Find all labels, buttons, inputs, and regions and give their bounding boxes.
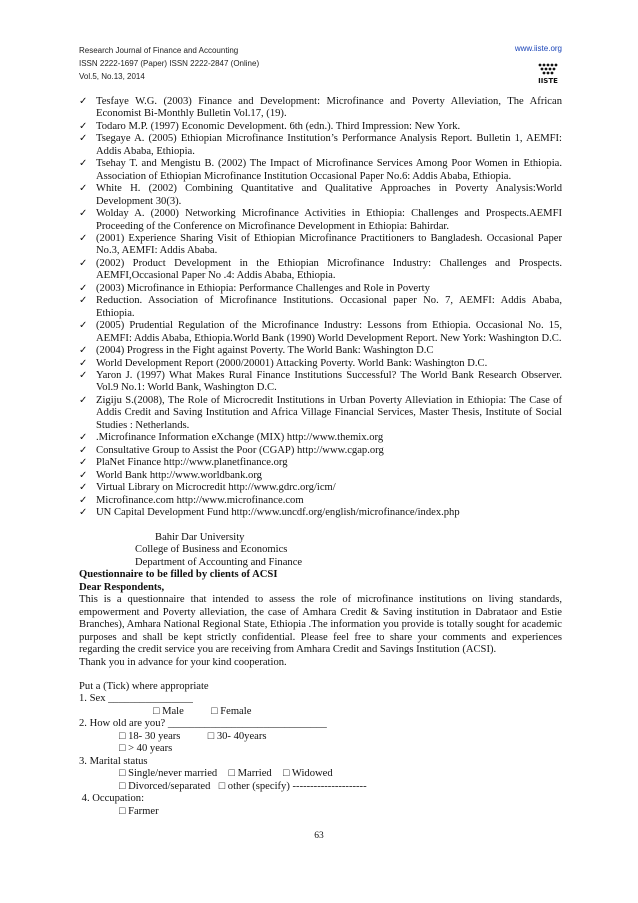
option-female: Female: [220, 705, 252, 717]
option-widowed: Widowed: [291, 768, 333, 780]
reference-text: (2004) Progress in the Fight against Poverty. The World Bank: Washington D.C: [96, 345, 434, 357]
instruction-line: Put a (Tick) where appropriate: [79, 680, 209, 692]
reference-text: Yaron J. (1997) What Makes Rural Finance Institutions Successful? The World Bank Research Observer. Vol.9 No.1: World Bank, Washington D.C.: [96, 369, 562, 394]
checkmark-icon: ✓: [79, 482, 88, 494]
checkmark-icon: ✓: [79, 506, 88, 518]
option-single: Single/never married: [128, 768, 218, 780]
checkbox-age-30-40[interactable]: □: [207, 730, 215, 742]
reference-text: PlaNet Finance http://www.planetfinance.org: [96, 457, 288, 469]
reference-item: [79, 133, 562, 158]
checkmark-icon: ✓: [79, 282, 88, 294]
reference-item: [79, 432, 562, 444]
reference-text: Tsegaye A. (2005) Ethiopian Microfinance Institution’s Performance Analysis Report. Bulletin 1, AEMFI: Addis Ababa, Ethiopia.: [96, 133, 562, 157]
logo-text: IISTE: [538, 77, 558, 84]
checkmark-icon: ✓: [79, 469, 88, 481]
reference-item: [79, 370, 562, 395]
checkbox-age-18-30[interactable]: □: [119, 730, 126, 742]
page-header: [79, 44, 562, 83]
reference-text: Virtual Library on Microcredit http://www.gdrc.org/icm/: [96, 482, 336, 494]
checkmark-icon: ✓: [79, 394, 88, 406]
reference-item: [79, 495, 562, 507]
reference-text: Zigiju S.(2008), The Role of Microcredit Institutions in Urban Poverty Alleviation in Ethiopia: The Case of Addis Credit and Saving Institution and Africa Village Financial Services, Master Thesis, Institute of Social Studies : Netherlands.: [96, 394, 562, 431]
q4-options: [79, 806, 562, 818]
checkmark-icon: ✓: [79, 295, 88, 307]
checkmark-icon: ✓: [79, 158, 88, 170]
option-age-30-40: 30- 40years: [216, 730, 267, 742]
reference-text: Wolday A. (2000) Networking Microfinance Activities in Ethiopia: Challenges and Prospects.AEMFI Proceeding of the Conference on Microfinance Development in Ethiopia: Bahirdar.: [96, 208, 562, 232]
reference-text: World Development Report (2000/20001) Attacking Poverty. World Bank: Washington D.C.: [96, 357, 488, 369]
intro-paragraph: This is a questionnaire that intended to assess the role of microfinance institutions on living standards, empowerment and Poverty alleviation, the case of Amhara Credit & Saving institution in Dabrataor and Estie Branches), Amhara National Regional State, Ethiopia .The information you provide is totally sought for academic purposes and shall be kept strictly confidential. Please feel free to share your comments and experiences regarding the credit service you are receiving from Amhara Credit and Savings Institution (ACSI).: [79, 594, 562, 656]
reference-item: [79, 208, 562, 233]
reference-text: UN Capital Development Fund http://www.uncdf.org/english/microfinance/index.php: [96, 506, 460, 518]
reference-item: [79, 121, 562, 133]
reference-item: [79, 470, 562, 482]
option-male: Male: [162, 705, 184, 717]
reference-item: [79, 183, 562, 208]
option-age-over-40: > 40 years: [128, 743, 173, 755]
checkmark-icon: ✓: [79, 96, 88, 107]
department-name: Department of Accounting and Finance: [135, 556, 303, 568]
checkmark-icon: ✓: [79, 432, 88, 444]
checkmark-icon: ✓: [79, 208, 88, 220]
thanks-line: Thank you in advance for your kind cooperation.: [79, 656, 287, 668]
reference-text: World Bank http://www.worldbank.org: [96, 469, 262, 481]
reference-text: Todaro M.P. (1997) Economic Development. 6th (edn.). Third Impression: New York.: [96, 120, 461, 132]
checkbox-farmer[interactable]: □: [119, 805, 126, 817]
checkmark-icon: ✓: [79, 444, 88, 456]
checkmark-icon: ✓: [79, 345, 88, 357]
journal-name: Research Journal of Finance and Accounting: [79, 46, 239, 55]
reference-item: [79, 283, 562, 295]
checkbox-single[interactable]: □: [119, 768, 126, 780]
reference-text: (2002) Product Development in the Ethiopian Microfinance Industry: Challenges and Prospects. AEMFI,Occasional Paper No .4: Addis Ababa, Ethiopia.: [96, 257, 562, 282]
q3-options-row2: [79, 781, 562, 793]
checkbox-male[interactable]: □: [153, 705, 160, 717]
reference-item: [79, 445, 562, 457]
reference-item: [79, 358, 562, 370]
journal-url-link[interactable]: www.iiste.org: [514, 44, 562, 53]
checkbox-divorced[interactable]: □: [119, 780, 126, 792]
iiste-logo: [536, 62, 560, 84]
reference-text: Consultative Group to Assist the Poor (CGAP) http://www.cgap.org: [96, 444, 384, 456]
checkmark-icon: ✓: [79, 457, 88, 469]
option-other: other (specify) ---------------------: [227, 780, 367, 792]
q4-label: 4. Occupation:: [79, 793, 145, 805]
college-name: College of Business and Economics: [135, 544, 288, 556]
reference-text: Microfinance.com http://www.microfinance.com: [96, 494, 304, 506]
questionnaire-title: Questionnaire to be filled by clients of ACSI: [79, 569, 278, 581]
checkmark-icon: ✓: [79, 320, 88, 332]
salutation: Dear Respondents,: [79, 581, 165, 593]
checkmark-icon: ✓: [79, 120, 88, 132]
checkmark-icon: ✓: [79, 369, 88, 381]
q2-options-row1: [79, 731, 562, 743]
reference-item: [79, 295, 562, 320]
option-farmer: Farmer: [128, 805, 159, 817]
checkbox-widowed[interactable]: □: [283, 768, 290, 780]
reference-text: (2001) Experience Sharing Visit of Ethiopian Microfinance Practitioners to Bangladesh. Occasional Paper No.3, AEMFI: Addis Ababa.: [96, 232, 562, 257]
reference-item: [79, 258, 562, 283]
checkmark-icon: ✓: [79, 357, 88, 369]
reference-text: White H. (2002) Combining Quantitative and Qualitative Approaches in Poverty Analysis:World Development 30(3).: [96, 183, 562, 207]
checkbox-married[interactable]: □: [228, 768, 235, 780]
reference-text: Tsehay T. and Mengistu B. (2002) The Impact of Microfinance Services Among Poor Women in Ethiopia. Association of Ethiopian Microfinance Institution Occasional Paper No.6: Addis Ababa, Ethiopia.: [96, 158, 562, 182]
checkbox-age-over-40[interactable]: □: [119, 743, 126, 755]
option-divorced: Divorced/separated: [128, 780, 211, 792]
reference-item: [79, 158, 562, 183]
university-name: Bahir Dar University: [155, 532, 245, 543]
q1-label: 1. Sex ________________: [79, 693, 193, 705]
q2-options-row2: [79, 743, 562, 755]
reference-list: [79, 96, 562, 519]
reference-text: (2005) Prudential Regulation of the Microfinance Industry: Lessons from Ethiopia. Occasional No. 15, AEMFI: Addis Ababa, Ethiopia.World Bank (1990) World Development Report. New York: Washington D.C.: [96, 320, 562, 344]
checkmark-icon: ✓: [79, 494, 88, 506]
reference-item: [79, 233, 562, 258]
volume-line: Vol.5, No.13, 2014: [79, 72, 145, 81]
option-married: Married: [237, 768, 272, 780]
reference-text: (2003) Microfinance in Ethiopia: Performance Challenges and Role in Poverty: [96, 282, 430, 294]
q2-label: 2. How old are you? ______________________________: [79, 718, 327, 730]
reference-item: [79, 395, 562, 432]
q1-options: [79, 706, 562, 718]
reference-item: [79, 482, 562, 494]
option-age-18-30: 18- 30 years: [128, 730, 181, 742]
reference-text: .Microfinance Information eXchange (MIX) http://www.themix.org: [96, 432, 384, 444]
issn-line: ISSN 2222-1697 (Paper) ISSN 2222-2847 (Online): [79, 59, 260, 68]
reference-text: Reduction. Association of Microfinance Institutions. Occasional paper No. 7, AEMFI: Addis Ababa, Ethiopia.: [96, 295, 562, 319]
reference-text: Tesfaye W.G. (2003) Finance and Development: Microfinance and Poverty Alleviation, The African Economist Bi-Monthly Bulletin Vol.17, (19).: [96, 96, 562, 120]
checkmark-icon: ✓: [79, 183, 88, 195]
checkmark-icon: ✓: [79, 133, 88, 145]
reference-item: [79, 507, 562, 519]
questionnaire-section: [79, 532, 562, 818]
q3-options-row1: [79, 768, 562, 780]
institution-block: [79, 532, 562, 569]
page-number: 63: [314, 831, 324, 841]
checkmark-icon: ✓: [79, 257, 88, 269]
checkbox-other[interactable]: □: [218, 780, 226, 792]
reference-item: [79, 457, 562, 469]
reference-item: [79, 96, 562, 121]
q3-label: 3. Marital status: [79, 755, 148, 767]
reference-item: [79, 345, 562, 357]
checkmark-icon: ✓: [79, 232, 88, 244]
reference-item: [79, 320, 562, 345]
checkbox-female[interactable]: □: [211, 705, 218, 717]
